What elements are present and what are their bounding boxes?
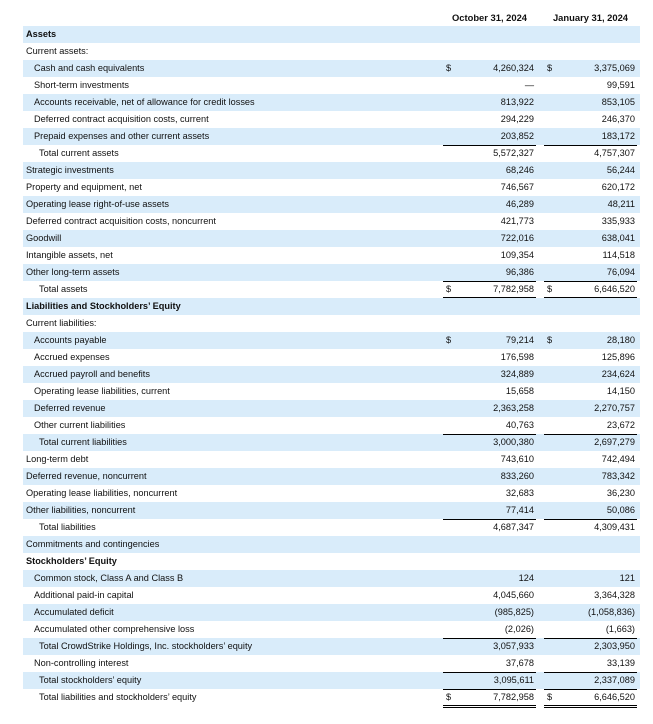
table-row — [23, 417, 640, 434]
value-jan-2024: 2,337,089 — [594, 675, 635, 685]
value-jan-2024: 4,309,431 — [594, 522, 635, 532]
row-label: Current assets: — [26, 46, 89, 56]
value-oct-2024: 833,260 — [500, 471, 534, 481]
row-label: Operating lease liabilities, current — [34, 386, 170, 396]
currency-symbol: $ — [547, 692, 553, 702]
value-oct-2024: 3,095,611 — [493, 675, 534, 685]
value-jan-2024: 234,624 — [601, 369, 635, 379]
table-row — [23, 366, 640, 383]
value-oct-2024: 32,683 — [505, 488, 534, 498]
table-row — [23, 536, 640, 553]
value-oct-2024: 46,289 — [505, 199, 534, 209]
value-oct-2024: 3,000,380 — [493, 437, 534, 447]
subtotal-rule — [544, 689, 637, 690]
table-row — [23, 77, 640, 94]
value-oct-2024: 79,214 — [505, 335, 534, 345]
row-label: Accrued expenses — [34, 352, 110, 362]
value-oct-2024: 68,246 — [505, 165, 534, 175]
column-header-oct-2024: October 31, 2024 — [443, 9, 536, 27]
value-oct-2024: 4,260,324 — [493, 63, 534, 73]
value-oct-2024: 96,386 — [505, 267, 534, 277]
value-jan-2024: 2,303,950 — [594, 641, 635, 651]
value-oct-2024: 294,229 — [500, 114, 534, 124]
value-oct-2024: 77,414 — [505, 505, 534, 515]
table-row — [23, 230, 640, 247]
value-oct-2024: 37,678 — [505, 658, 534, 668]
row-label: Long-term debt — [26, 454, 89, 464]
currency-symbol: $ — [547, 335, 553, 345]
row-label: Operating lease right-of-use assets — [26, 199, 169, 209]
value-jan-2024: 14,150 — [606, 386, 635, 396]
row-label: Accounts receivable, net of allowance for credit losses — [34, 97, 255, 107]
value-oct-2024: 2,363,258 — [493, 403, 534, 413]
table-row — [23, 60, 640, 77]
table-row — [23, 349, 640, 366]
row-label: Goodwill — [26, 233, 62, 243]
value-oct-2024: 4,045,660 — [493, 590, 534, 600]
table-row — [23, 434, 640, 451]
value-oct-2024: 5,572,327 — [493, 148, 534, 158]
table-row — [23, 162, 640, 179]
value-jan-2024: 335,933 — [601, 216, 635, 226]
table-row — [23, 145, 640, 162]
double-underline — [544, 705, 637, 708]
row-label: Cash and cash equivalents — [34, 63, 145, 73]
table-row — [23, 570, 640, 587]
row-label: Deferred contract acquisition costs, current — [34, 114, 209, 124]
value-jan-2024: 121 — [619, 573, 635, 583]
table-row — [23, 298, 640, 315]
value-oct-2024: 124 — [518, 573, 534, 583]
table-row — [23, 655, 640, 672]
row-label: Accumulated other comprehensive loss — [34, 624, 195, 634]
row-label: Other liabilities, noncurrent — [26, 505, 136, 515]
table-row — [23, 502, 640, 519]
table-row — [23, 94, 640, 111]
currency-symbol: $ — [547, 63, 553, 73]
value-jan-2024: 6,646,520 — [594, 284, 635, 294]
value-jan-2024: 783,342 — [601, 471, 635, 481]
subtotal-rule — [443, 672, 536, 673]
value-oct-2024: (2,026) — [504, 624, 534, 634]
row-label: Common stock, Class A and Class B — [34, 573, 184, 583]
value-jan-2024: 853,105 — [601, 97, 635, 107]
table-row — [23, 281, 640, 298]
value-jan-2024: (1,663) — [605, 624, 635, 634]
row-label: Accrued payroll and benefits — [34, 369, 150, 379]
row-label: Total current assets — [39, 148, 119, 158]
value-jan-2024: 3,375,069 — [594, 63, 635, 73]
value-jan-2024: 125,896 — [601, 352, 635, 362]
row-label: Stockholders’ Equity — [26, 556, 117, 566]
value-oct-2024: (985,825) — [494, 607, 534, 617]
value-jan-2024: 2,270,757 — [594, 403, 635, 413]
table-row — [23, 111, 640, 128]
value-jan-2024: 246,370 — [601, 114, 635, 124]
row-label: Accounts payable — [34, 335, 107, 345]
value-oct-2024: 3,057,933 — [493, 641, 534, 651]
table-row — [23, 315, 640, 332]
row-label: Short-term investments — [34, 80, 129, 90]
double-underline — [443, 705, 536, 708]
row-label: Commitments and contingencies — [26, 539, 160, 549]
value-jan-2024: 4,757,307 — [594, 148, 635, 158]
row-label: Other current liabilities — [34, 420, 126, 430]
subtotal-rule — [544, 145, 637, 146]
subtotal-rule — [544, 434, 637, 435]
table-row — [23, 43, 640, 60]
value-jan-2024: 99,591 — [606, 80, 635, 90]
row-label: Deferred contract acquisition costs, noncurrent — [26, 216, 216, 226]
table-row — [23, 638, 640, 655]
table-row — [23, 621, 640, 638]
value-jan-2024: 56,244 — [606, 165, 635, 175]
row-label: Accumulated deficit — [34, 607, 114, 617]
subtotal-rule — [443, 689, 536, 690]
value-jan-2024: (1,058,836) — [588, 607, 635, 617]
row-label: Property and equipment, net — [26, 182, 142, 192]
value-oct-2024: 722,016 — [500, 233, 534, 243]
table-row — [23, 689, 640, 706]
row-label: Total current liabilities — [39, 437, 127, 447]
row-label: Non-controlling interest — [34, 658, 129, 668]
value-jan-2024: 638,041 — [601, 233, 635, 243]
table-row — [23, 451, 640, 468]
row-label: Total liabilities — [39, 522, 96, 532]
row-label: Deferred revenue — [34, 403, 106, 413]
value-jan-2024: 114,518 — [602, 250, 635, 260]
value-jan-2024: 50,086 — [606, 505, 635, 515]
table-row — [23, 587, 640, 604]
row-label: Current liabilities: — [26, 318, 97, 328]
row-label: Strategic investments — [26, 165, 114, 175]
table-row — [23, 468, 640, 485]
row-label: Operating lease liabilities, noncurrent — [26, 488, 178, 498]
table-row — [23, 383, 640, 400]
row-label: Assets — [26, 29, 57, 39]
table-row — [23, 196, 640, 213]
table-row — [23, 128, 640, 145]
value-jan-2024: 23,672 — [606, 420, 635, 430]
value-jan-2024: 48,211 — [607, 199, 635, 209]
row-label: Total CrowdStrike Holdings, Inc. stockholders’ equity — [39, 641, 253, 651]
value-oct-2024: 15,658 — [505, 386, 534, 396]
value-oct-2024: 324,889 — [500, 369, 534, 379]
currency-symbol: $ — [446, 284, 452, 294]
value-oct-2024: 40,763 — [505, 420, 534, 430]
value-jan-2024: 28,180 — [606, 335, 635, 345]
value-oct-2024: 203,852 — [500, 131, 534, 141]
row-label: Total stockholders’ equity — [39, 675, 142, 685]
value-jan-2024: 2,697,279 — [594, 437, 635, 447]
row-label: Prepaid expenses and other current assets — [34, 131, 210, 141]
row-label: Intangible assets, net — [26, 250, 113, 260]
subtotal-rule — [443, 281, 536, 282]
subtotal-rule — [443, 519, 536, 520]
column-header-jan-2024: January 31, 2024 — [544, 9, 637, 27]
row-label: Liabilities and Stockholders’ Equity — [26, 301, 181, 311]
value-oct-2024: 746,567 — [500, 182, 534, 192]
table-row — [23, 332, 640, 349]
value-oct-2024: 421,773 — [500, 216, 534, 226]
value-jan-2024: 3,364,328 — [594, 590, 635, 600]
value-oct-2024: 7,782,958 — [493, 284, 534, 294]
table-row — [23, 485, 640, 502]
currency-symbol: $ — [547, 284, 553, 294]
currency-symbol: $ — [446, 335, 452, 345]
table-row — [23, 400, 640, 417]
value-jan-2024: 183,172 — [601, 131, 635, 141]
table-row — [23, 247, 640, 264]
subtotal-rule — [443, 145, 536, 146]
subtotal-rule — [544, 672, 637, 673]
subtotal-rule — [544, 281, 637, 282]
currency-symbol: $ — [446, 63, 452, 73]
table-row — [23, 553, 640, 570]
value-jan-2024: 33,139 — [606, 658, 635, 668]
value-oct-2024: 109,354 — [500, 250, 534, 260]
subtotal-rule — [544, 638, 637, 639]
value-jan-2024: 6,646,520 — [594, 692, 635, 702]
subtotal-rule — [544, 519, 637, 520]
table-row — [23, 264, 640, 281]
subtotal-rule — [443, 638, 536, 639]
table-row — [23, 179, 640, 196]
value-oct-2024: 743,610 — [500, 454, 534, 464]
table-row — [23, 213, 640, 230]
value-oct-2024: 4,687,347 — [493, 522, 534, 532]
row-label: Total liabilities and stockholders’ equity — [39, 692, 197, 702]
table-row — [23, 672, 640, 689]
value-jan-2024: 620,172 — [601, 182, 635, 192]
row-label: Total assets — [39, 284, 88, 294]
table-row — [23, 26, 640, 43]
value-jan-2024: 742,494 — [601, 454, 635, 464]
row-label: Deferred revenue, noncurrent — [26, 471, 147, 481]
row-label: Other long-term assets — [26, 267, 120, 277]
row-label: Additional paid-in capital — [34, 590, 134, 600]
value-oct-2024: 813,922 — [500, 97, 534, 107]
value-jan-2024: 76,094 — [606, 267, 635, 277]
subtotal-rule — [443, 434, 536, 435]
value-oct-2024: 176,598 — [500, 352, 534, 362]
currency-symbol: $ — [446, 692, 452, 702]
value-oct-2024: — — [524, 80, 534, 90]
table-row — [23, 519, 640, 536]
table-row — [23, 604, 640, 621]
value-jan-2024: 36,230 — [606, 488, 635, 498]
value-oct-2024: 7,782,958 — [493, 692, 534, 702]
